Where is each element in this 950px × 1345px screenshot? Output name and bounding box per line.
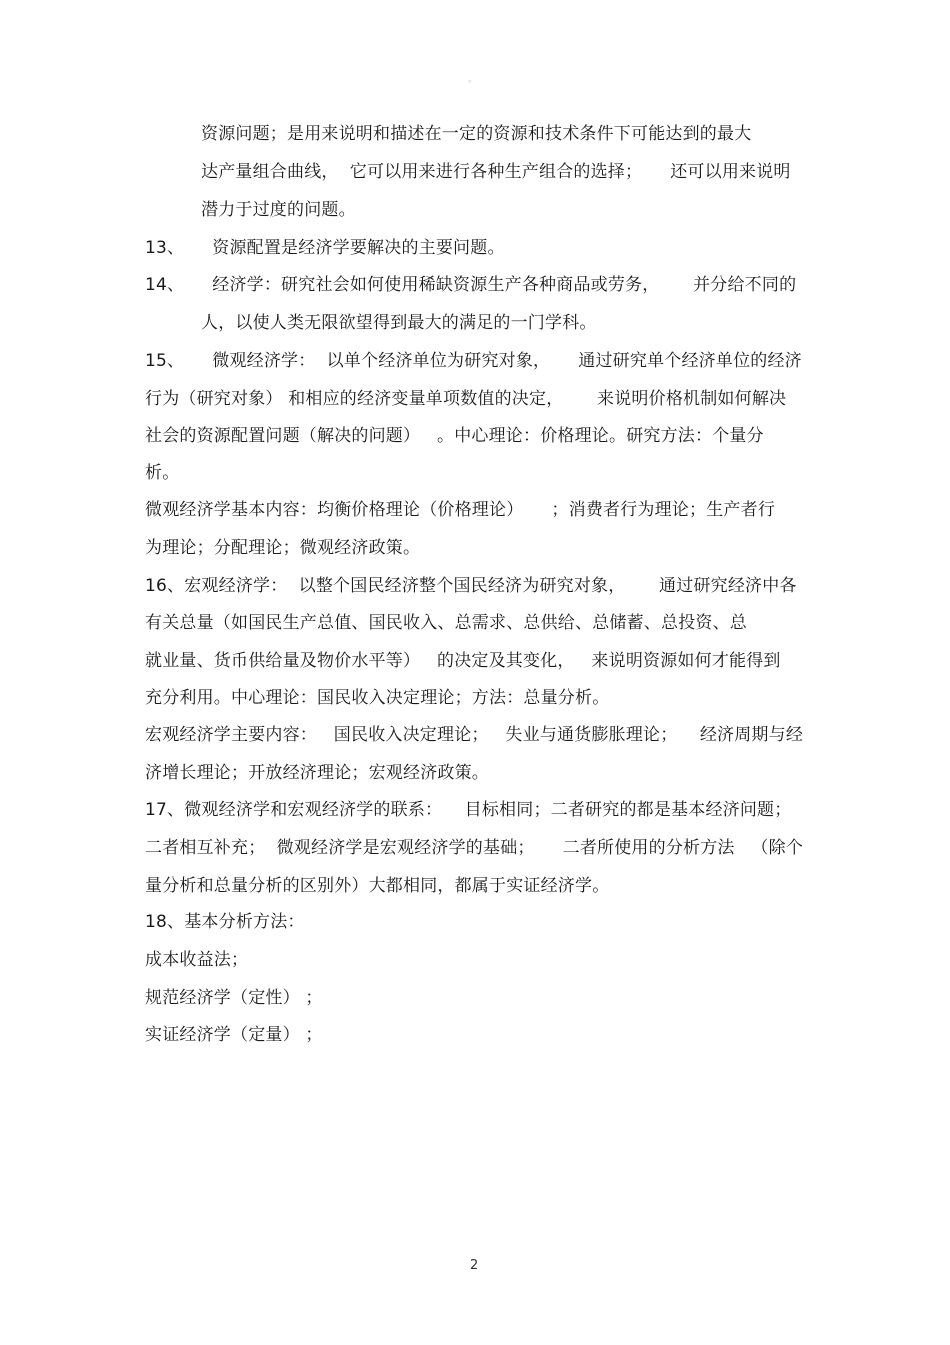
text-line: 人，以使人类无限欲望得到最大的满足的一门学科。	[201, 313, 597, 333]
text-line: 实证经济学（定量） ；	[145, 1025, 323, 1045]
text-line: 17、微观经济学和宏观经济学的联系： 目标相同；二者研究的都是基本经济问题；	[145, 800, 792, 820]
text-line: 二者相互补充； 微观经济学是宏观经济学的基础； 二者所使用的分析方法 （除个	[145, 838, 804, 858]
text-line: 微观经济学基本内容：均衡价格理论（价格理论） ；消费者行为理论；生产者行	[145, 500, 776, 520]
text-line: 16、宏观经济学： 以整个国民经济整个国民经济为研究对象， 通过研究经济中各	[145, 576, 797, 596]
text-line: 为理论；分配理论；微观经济政策。	[145, 538, 421, 558]
text-line: 资源问题；是用来说明和描述在一定的资源和技术条件下可能达到的最大	[201, 124, 752, 144]
text-line: 社会的资源配置问题（解决的问题） 。中心理论：价格理论。研究方法：个量分	[145, 426, 764, 446]
text-line: 成本收益法；	[145, 950, 249, 970]
text-line: 达产量组合曲线， 它可以用来进行各种生产组合的选择； 还可以用来说明	[201, 162, 791, 182]
text-line: 行为（研究对象） 和相应的经济变量单项数值的决定， 来说明价格机制如何解决	[145, 389, 787, 409]
text-line: 有关总量（如国民生产总值、国民收入、总需求、总供给、总储蓄、总投资、总	[145, 613, 747, 633]
text-line: 量分析和总量分析的区别外）大都相同，都属于实证经济学。	[145, 876, 610, 896]
text-line: 济增长理论；开放经济理论；宏观经济政策。	[145, 763, 489, 783]
text-line: 析。	[145, 463, 180, 483]
text-line: 13、 资源配置是经济学要解决的主要问题。	[145, 238, 505, 258]
text-line: 宏观经济学主要内容： 国民收入决定理论； 失业与通货膨胀理论； 经济周期与经	[145, 725, 804, 745]
header-mark: 。	[468, 74, 478, 85]
text-line: 就业量、货币供给量及物价水平等） 的决定及其变化， 来说明资源如何才能得到	[145, 651, 781, 671]
text-line: 15、 微观经济学： 以单个经济单位为研究对象， 通过研究单个经济单位的经济	[145, 351, 802, 371]
page-number: 2	[470, 1258, 479, 1273]
text-line: 充分利用。中心理论：国民收入决定理论；方法：总量分析。	[145, 688, 610, 708]
text-line: 规范经济学（定性） ；	[145, 988, 323, 1008]
text-line: 14、 经济学：研究社会如何使用稀缺资源生产各种商品或劳务， 并分给不同的	[145, 275, 797, 295]
text-line: 潜力于过度的问题。	[201, 200, 356, 220]
text-line: 18、基本分析方法：	[145, 912, 305, 932]
